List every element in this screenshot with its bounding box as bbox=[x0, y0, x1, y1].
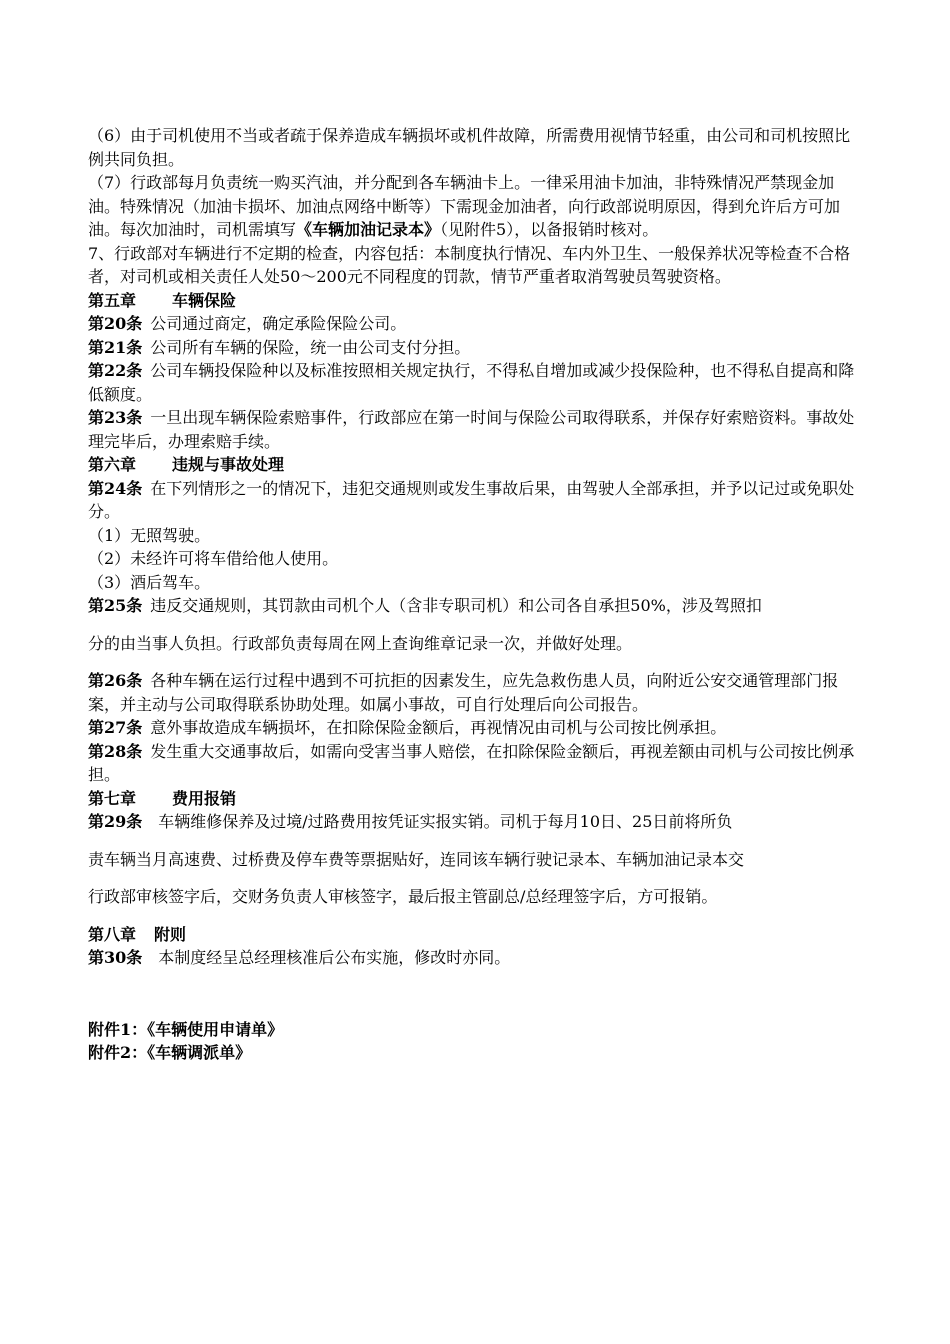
chapter-8-number: 第八章 bbox=[88, 924, 137, 944]
article-20 bbox=[88, 312, 866, 336]
article-29-line-3: 行政部审核签字后，交财务负责人审核签字，最后报主管副总/总经理签字后，方可报销。 bbox=[88, 887, 718, 906]
article-22 bbox=[88, 359, 866, 406]
chapter-7-number: 第七章 bbox=[88, 788, 137, 808]
attachment-1 bbox=[88, 1018, 866, 1042]
article-29-number: 第29条 bbox=[88, 812, 143, 831]
article-23-text: 一旦出现车辆保险索赔事件，行政部应在第一时间与保险公司取得联系，并保存好索赔资料。事故处理完毕后，办理索赔手续。 bbox=[88, 408, 855, 451]
article-26-number: 第26条 bbox=[88, 671, 143, 690]
chapter-5-heading bbox=[88, 289, 866, 313]
chapter-5-title: 车辆保险 bbox=[172, 290, 237, 310]
attachment-1-label: 附件1： bbox=[88, 1019, 148, 1039]
attachment-2-label: 附件2： bbox=[88, 1043, 148, 1062]
article-28-text: 发生重大交通事故后，如需向受害当事人赔偿，在扣除保险金额后，再视差额由司机与公司按比例承担。 bbox=[88, 741, 855, 784]
clause-6: （6）由于司机使用不当或者疏于保养造成车辆损坏或机件故障，所需费用视情节轻重，由公司和司机按照比例共同负担。 bbox=[88, 126, 851, 169]
article-28 bbox=[88, 740, 866, 787]
chapter-8-title: 附则 bbox=[154, 924, 187, 944]
document-page bbox=[88, 124, 866, 1065]
article-27-text: 意外事故造成车辆损坏，在扣除保险金额后，再视情况由司机与公司按比例承担。 bbox=[150, 718, 727, 737]
article-29-line-2: 责车辆当月高速费、过桥费及停车费等票据贴好，连同该车辆行驶记录本、车辆加油记录本交 bbox=[88, 849, 745, 869]
article-26 bbox=[88, 669, 866, 716]
article-29-text-1: 车辆维修保养及过境/过路费用按凭证实报实销。司机于每月10日、25日前将所负 bbox=[158, 812, 733, 831]
article-30-number: 第30条 bbox=[88, 948, 143, 967]
article-21-number: 第21条 bbox=[88, 337, 143, 357]
article-27-number: 第27条 bbox=[88, 718, 143, 737]
chapter-7-heading bbox=[88, 787, 866, 811]
article-30 bbox=[88, 946, 866, 970]
clause-7-tail: （见附件5），以备报销时核对。 bbox=[440, 220, 659, 239]
section-7-inspection: 7、行政部对车辆进行不定期的检查，内容包括：本制度执行情况、车内外卫生、一般保养状况等检查不合格者，对司机或相关责任人处50～200元不同程度的罚款，情节严重者取消驾驶员驾驶资格。 bbox=[88, 243, 851, 286]
chapter-6-title: 违规与事故处理 bbox=[172, 455, 285, 474]
article-20-text: 公司通过商定，确定承险保险公司。 bbox=[150, 314, 407, 333]
clause-7 bbox=[88, 171, 866, 242]
article-24-text: 在下列情形之一的情况下，违犯交通规则或发生事故后果，由驾驶人全部承担，并予以记过或免职处分。 bbox=[88, 478, 855, 521]
list-item: （3）酒后驾车。 bbox=[88, 572, 211, 592]
article-25-line-1 bbox=[88, 594, 866, 618]
article-23-number: 第23条 bbox=[88, 408, 143, 427]
article-25-line-2: 分的由当事人负担。行政部负责每周在网上查询维章记录一次，并做好处理。 bbox=[88, 633, 633, 653]
attachment-1-title: 《车辆使用申请单》 bbox=[147, 1019, 284, 1039]
list-item: （2）未经许可将车借给他人使用。 bbox=[88, 549, 339, 568]
article-26-text: 各种车辆在运行过程中遇到不可抗拒的因素发生，应先急救伤患人员，向附近公安交通管理部门报案，并主动与公司取得联系协助处理。如属小事故，可自行处理后向公司报告。 bbox=[88, 671, 839, 714]
article-28-number: 第28条 bbox=[88, 741, 143, 761]
article-22-text: 公司车辆投保险种以及标准按照相关规定执行，不得私自增加或减少投保险种，也不得私自提高和降低额度。 bbox=[88, 361, 855, 404]
attachment-2 bbox=[88, 1041, 866, 1065]
article-21-text: 公司所有车辆的保险，统一由公司支付分担。 bbox=[150, 337, 471, 357]
article-20-number: 第20条 bbox=[88, 314, 143, 333]
chapter-7-title: 费用报销 bbox=[172, 788, 237, 808]
article-29-line-1 bbox=[88, 810, 866, 834]
article-25-text-1: 违反交通规则，其罚款由司机个人（含非专职司机）和公司各自承担50%，涉及驾照扣 bbox=[150, 596, 762, 615]
article-24-number: 第24条 bbox=[88, 478, 143, 498]
article-21 bbox=[88, 336, 866, 360]
article-23 bbox=[88, 406, 866, 453]
chapter-8-heading bbox=[88, 923, 866, 947]
article-24 bbox=[88, 477, 866, 524]
clause-7-text: （7）行政部每月负责统一购买汽油，并分配到各车辆油卡上。一律采用油卡加油，非特殊情况严禁现金加油。特殊情况（加油卡损坏、加油点网络中断等）下需现金加油者，向行政部说明原因，得到允许后方可加油。每次加油时，司机需填写 bbox=[88, 173, 841, 239]
list-item: （1）无照驾驶。 bbox=[88, 525, 211, 545]
article-30-text: 本制度经呈总经理核准后公布实施，修改时亦同。 bbox=[158, 948, 511, 967]
chapter-6-number: 第六章 bbox=[88, 455, 137, 474]
spacer bbox=[88, 970, 866, 1018]
article-22-number: 第22条 bbox=[88, 361, 143, 380]
attachment-2-title: 《车辆调派单》 bbox=[147, 1043, 252, 1062]
fuel-record-title: 《车辆加油记录本》 bbox=[296, 220, 441, 239]
article-25-number: 第25条 bbox=[88, 596, 143, 615]
article-27 bbox=[88, 716, 866, 740]
chapter-5-number: 第五章 bbox=[88, 290, 137, 310]
chapter-6-heading bbox=[88, 453, 866, 477]
